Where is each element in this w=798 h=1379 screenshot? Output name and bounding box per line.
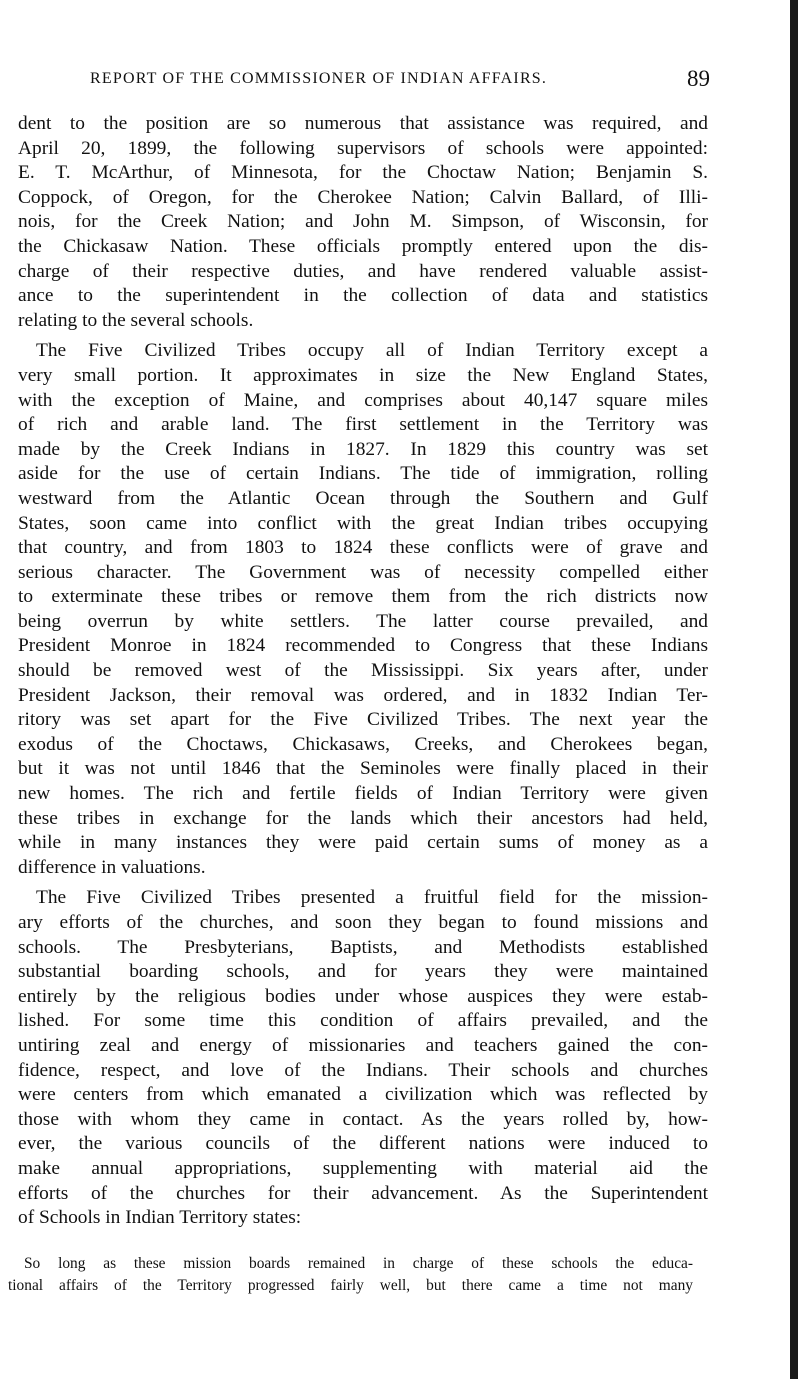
- text-line: The Five Civilized Tribes occupy all of Indian Territory except a: [36, 340, 708, 362]
- text-line: substantial boarding schools, and for years they were maintained: [18, 961, 708, 983]
- text-line: dent to the position are so numerous that assistance was required, and: [18, 113, 708, 134]
- text-line: ritory was set apart for the Five Civilized Tribes. The next year the: [18, 709, 708, 731]
- text-line: to exterminate these tribes or remove them from the rich districts now: [18, 586, 708, 608]
- text-line: new homes. The rich and fertile fields of Indian Territory were given: [18, 783, 708, 805]
- text-line: very small portion. It approximates in size the New England States,: [18, 364, 708, 386]
- text-line: but it was not until 1846 that the Seminoles were finally placed in their: [18, 758, 708, 780]
- text-line: President Jackson, their removal was ordered, and in 1832 Indian Ter-: [18, 684, 708, 706]
- text-line: those with whom they came in contact. As the years rolled by, how-: [18, 1108, 708, 1130]
- text-line: were centers from which emanated a civilization which was reflected by: [18, 1084, 708, 1106]
- text-line: of rich and arable land. The first settlement in the Territory was: [18, 414, 708, 436]
- text-line: ever, the various councils of the different nations were induced to: [18, 1133, 708, 1155]
- text-line: nois, for the Creek Nation; and John M. Simpson, of Wisconsin, for: [18, 211, 708, 233]
- quote-line: tional affairs of the Territory progressed fairly well, but there came a time not many: [8, 1277, 693, 1294]
- running-head: REPORT OF THE COMMISSIONER OF INDIAN AFFAIRS.: [90, 70, 548, 87]
- text-line: charge of their respective duties, and have rendered valuable assist-: [18, 260, 708, 282]
- text-line: difference in valuations.: [18, 856, 206, 878]
- text-line: relating to the several schools.: [18, 309, 254, 331]
- text-line: while in many instances they were paid certain sums of money as a: [18, 832, 708, 854]
- paragraph: [18, 886, 708, 1230]
- text-line: the Chickasaw Nation. These officials promptly entered upon the dis-: [18, 235, 708, 257]
- paragraph: [18, 112, 708, 333]
- text-line: with the exception of Maine, and comprises about 40,147 square miles: [18, 389, 708, 411]
- text-line: States, soon came into conflict with the great Indian tribes occupying: [18, 512, 708, 534]
- text-line: President Monroe in 1824 recommended to Congress that these Indians: [18, 635, 708, 657]
- text-line: should be removed west of the Mississippi. Six years after, under: [18, 660, 708, 682]
- paragraph: [18, 339, 708, 880]
- text-line: being overrun by white settlers. The latter course prevailed, and: [18, 610, 708, 632]
- text-line: exodus of the Choctaws, Chickasaws, Creeks, and Cherokees began,: [18, 733, 708, 755]
- text-line: fidence, respect, and love of the Indians. Their schools and churches: [18, 1059, 708, 1081]
- block-quote: [8, 1253, 693, 1297]
- text-line: westward from the Atlantic Ocean through the Southern and Gulf: [18, 487, 708, 509]
- text-line: efforts of the churches for their advancement. As the Superintendent: [18, 1182, 708, 1204]
- text-line: untiring zeal and energy of missionaries and teachers gained the con-: [18, 1034, 708, 1056]
- text-line: schools. The Presbyterians, Baptists, and Methodists established: [18, 936, 708, 958]
- text-line: ance to the superintendent in the collection of data and statistics: [18, 285, 708, 307]
- text-line: April 20, 1899, the following supervisors of schools were appointed:: [18, 137, 708, 159]
- scan-border: [790, 0, 798, 1379]
- body-text: [18, 112, 708, 1237]
- text-line: made by the Creek Indians in 1827. In 1829 this country was set: [18, 438, 708, 460]
- text-line: ary efforts of the churches, and soon they began to found missions and: [18, 912, 708, 933]
- text-line: these tribes in exchange for the lands which their ancestors had held,: [18, 807, 708, 829]
- text-line: aside for the use of certain Indians. The tide of immigration, rolling: [18, 463, 708, 485]
- text-line: Coppock, of Oregon, for the Cherokee Nation; Calvin Ballard, of Illi-: [18, 186, 708, 208]
- text-line: that country, and from 1803 to 1824 these conflicts were of grave and: [18, 537, 708, 559]
- text-line: serious character. The Government was of necessity compelled either: [18, 561, 708, 583]
- text-line: lished. For some time this condition of affairs prevailed, and the: [18, 1010, 708, 1032]
- quote-line: So long as these mission boards remained in charge of these schools the educa-: [24, 1255, 693, 1272]
- page-number: 89: [687, 66, 710, 91]
- text-line: of Schools in Indian Territory states:: [18, 1207, 302, 1229]
- text-line: make annual appropriations, supplementing with material aid the: [18, 1157, 708, 1179]
- text-line: entirely by the religious bodies under whose auspices they were estab-: [18, 985, 708, 1007]
- text-line: E. T. McArthur, of Minnesota, for the Choctaw Nation; Benjamin S.: [18, 162, 708, 184]
- text-line: The Five Civilized Tribes presented a fruitful field for the mission-: [36, 887, 708, 909]
- page-header: [90, 66, 710, 96]
